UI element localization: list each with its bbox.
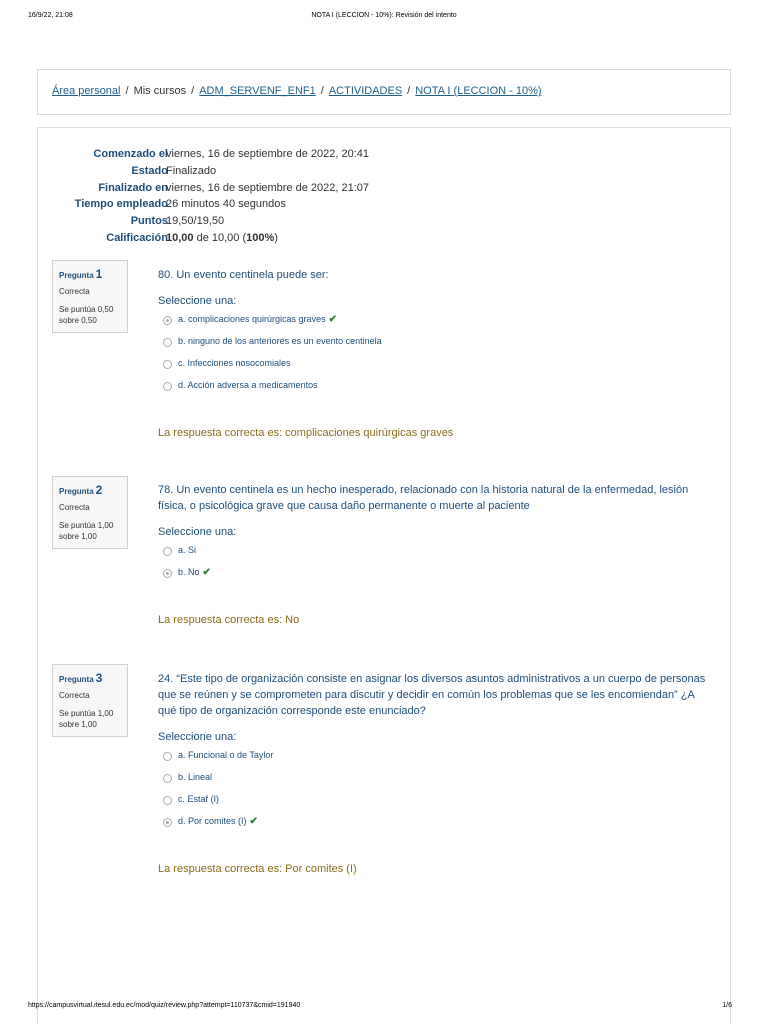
summary-value: Finalizado bbox=[166, 164, 217, 177]
answer-label: d. Acción adversa a medicamentos bbox=[178, 380, 318, 390]
print-header bbox=[0, 12, 768, 22]
grade-number: 10,00 bbox=[166, 231, 194, 244]
answer-option[interactable] bbox=[158, 335, 713, 357]
answer-label: c. Infecciones nosocomiales bbox=[178, 358, 291, 368]
check-icon: ✔ bbox=[328, 314, 337, 325]
question-number bbox=[59, 267, 122, 281]
breadcrumb-mis-cursos: Mis cursos bbox=[133, 85, 187, 97]
question-prompt: Seleccione una: bbox=[158, 731, 237, 743]
question-body-1 bbox=[158, 267, 713, 439]
summary-label: Puntos bbox=[130, 215, 168, 228]
radio-icon[interactable] bbox=[163, 752, 172, 761]
question-grade: Se puntúa 0,50 sobre 0,50 bbox=[59, 305, 114, 325]
answer-list bbox=[158, 313, 713, 401]
print-footer bbox=[0, 1002, 768, 1012]
quiz-review-region bbox=[37, 127, 731, 1024]
check-icon: ✔ bbox=[202, 567, 211, 578]
answer-option[interactable] bbox=[158, 566, 713, 588]
grade-value bbox=[166, 232, 278, 244]
answer-option[interactable] bbox=[158, 815, 713, 837]
print-title: NOTA I (LECCION - 10%): Revisión del intento bbox=[311, 12, 457, 19]
question-info-1 bbox=[52, 260, 128, 333]
question-number-value: 1 bbox=[95, 267, 103, 281]
answer-label: b. Lineal bbox=[178, 772, 213, 782]
breadcrumb-separator: / bbox=[191, 85, 195, 97]
breadcrumb-separator: / bbox=[407, 85, 411, 97]
summary-value: viernes, 16 de septiembre de 2022, 20:41 bbox=[166, 148, 370, 160]
answer-option[interactable] bbox=[158, 793, 713, 815]
question-body-2 bbox=[158, 482, 713, 626]
answer-option[interactable] bbox=[158, 379, 713, 401]
right-answer: La respuesta correcta es: Por comites (I) bbox=[158, 863, 357, 875]
summary-label: Calificación bbox=[106, 231, 168, 244]
summary-label: Estado bbox=[131, 164, 168, 177]
question-state: Correcta bbox=[59, 503, 90, 512]
right-answer: La respuesta correcta es: complicaciones quirúrgicas graves bbox=[158, 427, 454, 439]
answer-label: a. Si bbox=[178, 545, 197, 555]
question-text: 80. Un evento centinela puede ser: bbox=[158, 269, 329, 281]
question-text: 24. “Este tipo de organización consiste en asignar los diversos asuntos administrativos a un cuerpo de personas que se reúnen y se comprometen para discutir y decidir en común los problemas que se les encomiendan” ¿A qué tipo de organización corresponde este enunciado? bbox=[158, 673, 706, 717]
answer-list bbox=[158, 544, 713, 588]
answer-label: a. complicaciones quirúrgicas graves bbox=[178, 314, 326, 324]
radio-icon[interactable] bbox=[163, 547, 172, 556]
answer-label: a. Funcional o de Taylor bbox=[178, 750, 274, 760]
radio-icon[interactable] bbox=[163, 774, 172, 783]
question-number bbox=[59, 671, 122, 685]
question-number-value: 3 bbox=[95, 671, 103, 685]
question-label: Pregunta bbox=[59, 271, 94, 280]
question-label: Pregunta bbox=[59, 675, 94, 684]
breadcrumb-container bbox=[37, 69, 731, 115]
question-body-3 bbox=[158, 671, 713, 875]
answer-option[interactable] bbox=[158, 544, 713, 566]
radio-icon[interactable] bbox=[163, 360, 172, 369]
print-datetime: 16/9/22, 21:08 bbox=[28, 12, 73, 19]
question-prompt: Seleccione una: bbox=[158, 295, 237, 307]
breadcrumb-quiz-link[interactable]: NOTA I (LECCION - 10%) bbox=[415, 85, 542, 97]
summary-label: Tiempo empleado bbox=[74, 198, 168, 211]
print-url: https://campusvirtual.itesul.edu.ec/mod/quiz/review.php?attempt=110737&cmid=191940 bbox=[28, 1002, 301, 1009]
breadcrumb bbox=[52, 85, 542, 97]
radio-selected-icon[interactable] bbox=[163, 818, 172, 827]
question-prompt: Seleccione una: bbox=[158, 526, 237, 538]
question-label: Pregunta bbox=[59, 487, 94, 496]
radio-icon[interactable] bbox=[163, 382, 172, 391]
summary-value: viernes, 16 de septiembre de 2022, 21:07 bbox=[166, 181, 370, 194]
question-state: Correcta bbox=[59, 691, 90, 700]
answer-list bbox=[158, 749, 713, 837]
summary-label: Comenzado el bbox=[93, 148, 168, 160]
right-answer: La respuesta correcta es: No bbox=[158, 614, 300, 626]
grade-percent: 100% bbox=[246, 231, 275, 244]
answer-option[interactable] bbox=[158, 749, 713, 771]
grade-close: ) bbox=[274, 231, 278, 244]
radio-icon[interactable] bbox=[163, 338, 172, 347]
question-text: 78. Un evento centinela es un hecho inesperado, relacionado con la historia natural de la enfermedad, lesión física, o psicológica grave que causa daño permanente o muerte al paciente bbox=[158, 484, 689, 512]
answer-label: b. No bbox=[178, 567, 200, 577]
breadcrumb-section-link[interactable]: ACTIVIDADES bbox=[328, 85, 403, 97]
question-number bbox=[59, 483, 122, 497]
radio-icon[interactable] bbox=[163, 796, 172, 805]
radio-selected-icon[interactable] bbox=[163, 569, 172, 578]
question-number-value: 2 bbox=[95, 483, 103, 497]
answer-option[interactable] bbox=[158, 357, 713, 379]
breadcrumb-separator: / bbox=[320, 85, 324, 97]
question-state: Correcta bbox=[59, 287, 90, 296]
radio-selected-icon[interactable] bbox=[163, 316, 172, 325]
breadcrumb-course-link[interactable]: ADM_SERVENF_ENF1 bbox=[199, 85, 316, 97]
check-icon: ✔ bbox=[249, 816, 258, 827]
summary-value: 19,50/19,50 bbox=[166, 215, 225, 228]
answer-label: d. Por comites (I) bbox=[178, 816, 247, 826]
summary-label: Finalizado en bbox=[98, 181, 168, 194]
breadcrumb-separator: / bbox=[125, 85, 129, 97]
answer-label: c. Estaf (I) bbox=[178, 794, 220, 804]
question-grade: Se puntúa 1,00 sobre 1,00 bbox=[59, 521, 114, 541]
question-info-2 bbox=[52, 476, 128, 549]
print-page-number: 1/6 bbox=[722, 1002, 732, 1009]
breadcrumb-home-link[interactable]: Área personal bbox=[52, 85, 121, 97]
question-grade: Se puntúa 1,00 sobre 1,00 bbox=[59, 709, 114, 729]
grade-out-of: de 10,00 ( bbox=[196, 231, 247, 244]
summary-value: 26 minutos 40 segundos bbox=[166, 198, 286, 211]
answer-label: b. ninguno de los anteriores es un evento centinela bbox=[178, 336, 382, 346]
answer-option[interactable] bbox=[158, 771, 713, 793]
question-info-3 bbox=[52, 664, 128, 737]
answer-option[interactable] bbox=[158, 313, 713, 335]
